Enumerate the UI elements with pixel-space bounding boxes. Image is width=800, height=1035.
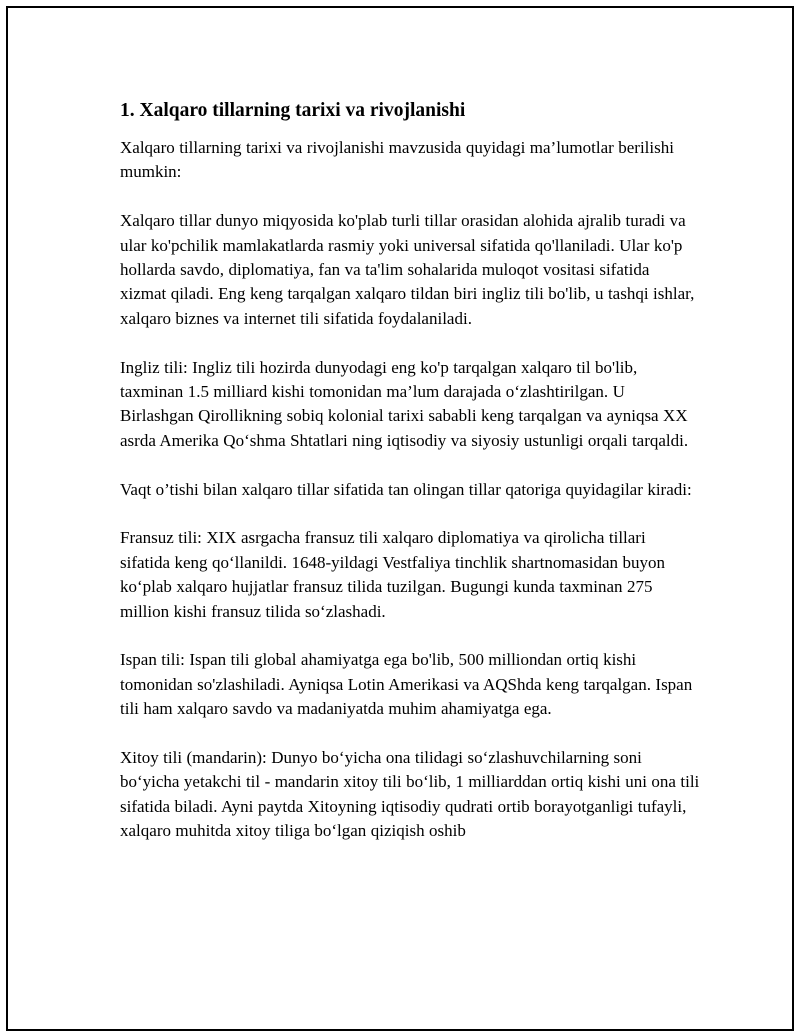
paragraph-spanish: Ispan tili: Ispan tili global ahamiyatga ega bo'lib, 500 milliondan ortiq kishi tomonidan so'zlashiladi. Ayniqsa Lotin Amerikasi va AQShda keng tarqalgan. Ispan tili ham xalqaro savdo va madaniyatda muhim ahamiyatga ega. bbox=[120, 650, 693, 719]
paragraph-international-languages: Xalqaro tillar dunyo miqyosida ko'plab turli tillar orasidan alohida ajralib turadi va ular ko'pchilik mamlakatlarda rasmiy yoki universal sifatida qo'llaniladi. Ular ko'p hollarda savdo, diplomatiya, fan va ta'lim sohalarida muloqot vositasi sifatida xizmat qiladi. Eng keng tarqalgan xalqaro tildan biri ingliz tili bo'lib, u tashqi ishlar, xalqaro biznes va internet tili sifatida foydalaniladi. bbox=[120, 211, 695, 328]
document-page bbox=[6, 6, 794, 1031]
paragraph-french: Fransuz tili: XIX asrgacha fransuz tili xalqaro diplomatiya va qirolicha tillari sifatida keng qo‘llanildi. 1648-yildagi Vestfaliya tinchlik shartnomasidan buyon ko‘plab xalqaro hujjatlar fransuz tilida tuzilgan. Bugungi kunda taxminan 275 million kishi fransuz tilida so‘zlashadi. bbox=[120, 528, 665, 621]
paragraph-chinese: Xitoy tili (mandarin): Dunyo bo‘yicha ona tilidagi so‘zlashuvchilarning soni bo‘yicha yetakchi til - mandarin xitoy tili bo‘lib, 1 milliarddan ortiq kishi uni ona tili sifatida biladi. Ayni paytda Xitoyning iqtisodiy qudrati ortib borayotganligi tufayli, xalqaro muhitda xitoy tiliga bo‘lgan qiziqish oshib bbox=[120, 748, 700, 841]
section-heading: 1. Xalqaro tillarning tarixi va rivojlanishi bbox=[120, 100, 466, 121]
document-body bbox=[120, 98, 700, 868]
paragraph-english: Ingliz tili: Ingliz tili hozirda dunyodagi eng ko'p tarqalgan xalqaro til bo'lib, taxminan 1.5 milliard kishi tomonidan ma’lum darajada o‘zlashtirilgan. U Birlashgan Qirollikning sobiq kolonial tarixi sababli keng tarqalgan va ayniqsa XX asrda Amerika Qo‘shma Shtatlari ning iqtisodiy va siyosiy ustunligi orqali tarqaldi. bbox=[120, 357, 689, 450]
paragraph-intro: Xalqaro tillarning tarixi va rivojlanishi mavzusida quyidagi ma’lumotlar berilishi mumkin: bbox=[120, 138, 674, 182]
paragraph-recognized-languages: Vaqt o’tishi bilan xalqaro tillar sifatida tan olingan tillar qatoriga quyidagilar kiradi: bbox=[120, 479, 692, 499]
